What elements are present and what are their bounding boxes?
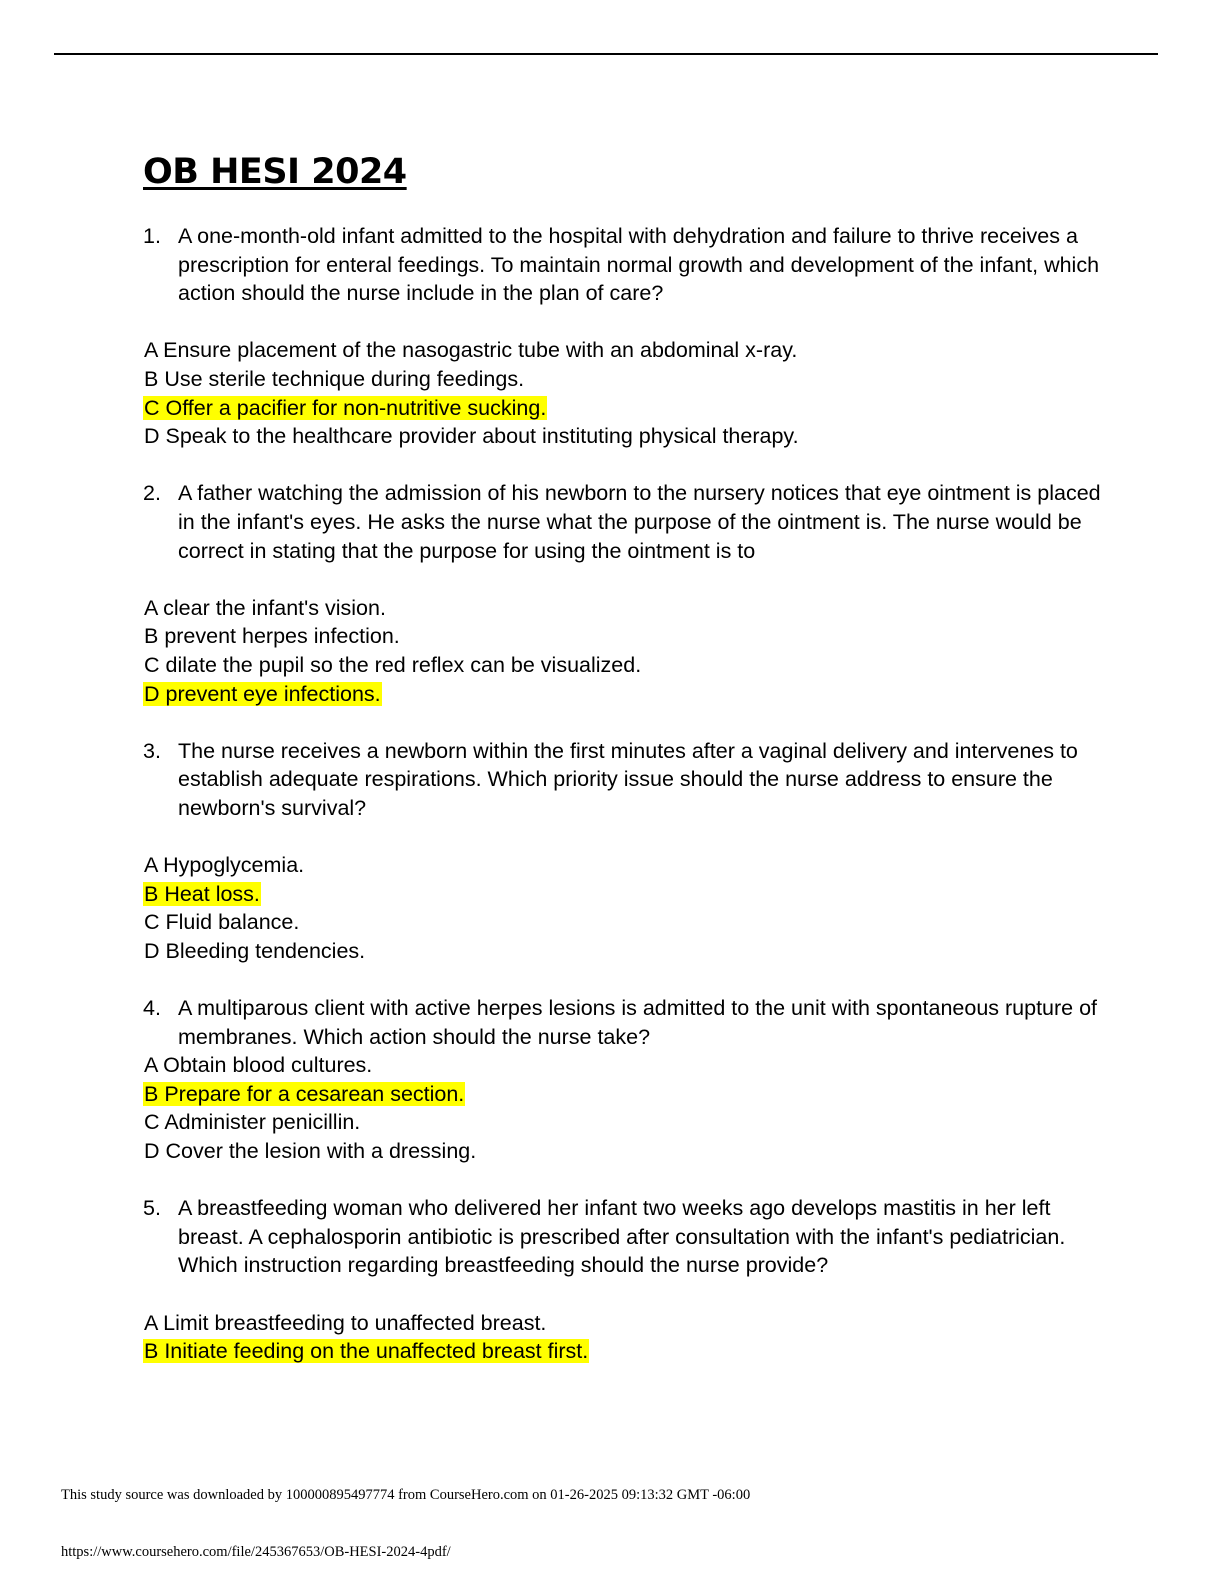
question-text: A father watching the admission of his newborn to the nursery notices that eye ointment is placed in the infant's eyes. He asks the nurse what the purpose of the ointment is. The nurse would be correct in stating that the purpose for using the ointment is to xyxy=(178,481,1101,563)
question-stem xyxy=(143,994,1103,1051)
question-number: 5. xyxy=(143,1196,161,1221)
answer-option-highlighted: C Offer a pacifier for non-nutritive sucking. xyxy=(144,395,547,420)
question-2 xyxy=(143,479,1103,708)
question-text: A multiparous client with active herpes lesions is admitted to the unit with spontaneous rupture of membranes. Which action should the nurse take? xyxy=(178,996,1098,1049)
answer-option: B prevent herpes infection. xyxy=(144,624,400,649)
answer-option: A clear the infant's vision. xyxy=(144,595,386,620)
question-stem xyxy=(143,222,1103,308)
question-1 xyxy=(143,222,1103,451)
document-body xyxy=(143,150,1103,1366)
answer-option-highlighted: B Prepare for a cesarean section. xyxy=(144,1081,465,1106)
answer-option: A Obtain blood cultures. xyxy=(144,1053,373,1078)
question-text: A breastfeeding woman who delivered her infant two weeks ago develops mastitis in her left breast. A cephalosporin antibiotic is prescribed after consultation with the infant's pediatrician. Which instruction regarding breastfeeding should the nurse provide? xyxy=(178,1196,1066,1278)
question-stem xyxy=(143,479,1103,565)
question-4 xyxy=(143,994,1103,1166)
answer-option: A Hypoglycemia. xyxy=(144,853,305,878)
answer-option: B Use sterile technique during feedings. xyxy=(144,366,525,391)
answer-option: D Cover the lesion with a dressing. xyxy=(144,1139,477,1163)
question-3 xyxy=(143,737,1103,966)
question-number: 1. xyxy=(143,224,161,248)
download-source-note: This study source was downloaded by 100000895497774 from CourseHero.com on 01-26-2025 09:13:32 GMT -06:00 xyxy=(61,1487,751,1503)
answer-option: D Speak to the healthcare provider about instituting physical therapy. xyxy=(144,424,799,449)
question-text: A one-month-old infant admitted to the hospital with dehydration and failure to thrive receives a prescription for enteral feedings. To maintain normal growth and development of the infant, which action should the nurse include in the plan of care? xyxy=(178,224,1100,306)
answer-option: D Bleeding tendencies. xyxy=(144,938,366,963)
document-title: OB HESI 2024 xyxy=(143,152,407,192)
question-5 xyxy=(143,1194,1103,1366)
question-number: 3. xyxy=(143,738,161,763)
question-text: The nurse receives a newborn within the first minutes after a vaginal delivery and intervenes to establish adequate respirations. Which priority issue should the nurse address to ensure the newborn's survival? xyxy=(178,738,1078,820)
answer-option: A Ensure placement of the nasogastric tube with an abdominal x-ray. xyxy=(144,338,798,363)
answer-option-highlighted: D prevent eye infections. xyxy=(144,681,381,706)
answer-option: C Administer penicillin. xyxy=(144,1110,361,1135)
answer-option: C dilate the pupil so the red reflex can be visualized. xyxy=(144,652,642,677)
answer-option: C Fluid balance. xyxy=(144,910,300,935)
answer-option-highlighted: B Heat loss. xyxy=(144,881,260,906)
question-stem xyxy=(143,1194,1103,1280)
question-number: 4. xyxy=(143,996,161,1021)
answer-option-highlighted: B Initiate feeding on the unaffected breast first. xyxy=(144,1339,589,1364)
question-number: 2. xyxy=(143,481,161,506)
answer-option: A Limit breastfeeding to unaffected breast. xyxy=(144,1310,547,1335)
question-stem xyxy=(143,737,1103,823)
top-rule xyxy=(54,53,1158,55)
source-url[interactable]: https://www.coursehero.com/file/245367653/OB-HESI-2024-4pdf/ xyxy=(61,1544,451,1560)
